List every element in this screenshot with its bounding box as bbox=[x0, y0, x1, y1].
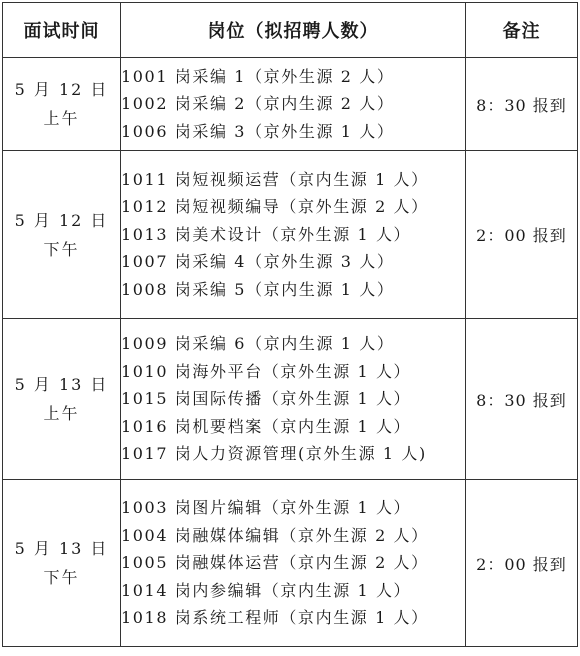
table-header-row bbox=[3, 3, 578, 58]
positions-cell bbox=[121, 319, 466, 480]
interview-time-cell bbox=[3, 480, 121, 647]
position-item: 1003 岗图片编辑（京外生源 1 人） bbox=[121, 498, 412, 518]
position-item: 1010 岗海外平台（京外生源 1 人） bbox=[121, 361, 412, 381]
header-note: 备注 bbox=[466, 3, 578, 58]
position-item: 1018 岗系统工程师（京内生源 1 人） bbox=[121, 608, 429, 628]
header-position: 岗位（拟招聘人数） bbox=[121, 3, 466, 58]
positions-cell bbox=[121, 480, 466, 647]
interview-schedule-table bbox=[2, 2, 578, 647]
position-item: 1017 岗人力资源管理(京外生源 1 人) bbox=[121, 444, 427, 464]
position-item: 1016 岗机要档案（京内生源 1 人） bbox=[121, 416, 412, 436]
interview-date: 5 月 12 日 bbox=[14, 210, 109, 230]
interview-date: 5 月 13 日 bbox=[14, 539, 109, 558]
position-item: 1008 岗采编 5（京内生源 1 人） bbox=[121, 279, 395, 299]
header-interview-time: 面试时间 bbox=[3, 3, 121, 58]
interview-time-cell bbox=[3, 58, 121, 151]
table-row bbox=[3, 480, 578, 647]
position-item: 1004 岗融媒体编辑（京外生源 2 人） bbox=[121, 525, 429, 545]
interview-period: 上午 bbox=[43, 109, 80, 128]
position-item: 1012 岗短视频编导（京外生源 2 人） bbox=[121, 197, 429, 217]
note-cell: 8：30 报到 bbox=[466, 58, 578, 151]
interview-period: 上午 bbox=[43, 404, 80, 423]
position-item: 1011 岗短视频运营（京内生源 1 人） bbox=[121, 169, 429, 189]
position-item: 1014 岗内参编辑（京内生源 1 人） bbox=[121, 580, 412, 600]
position-item: 1015 岗国际传播（京外生源 1 人） bbox=[121, 389, 412, 409]
interview-period: 下午 bbox=[43, 568, 80, 587]
positions-cell bbox=[121, 151, 466, 319]
interview-date: 5 月 13 日 bbox=[14, 375, 109, 394]
interview-time-cell bbox=[3, 151, 121, 319]
table-row bbox=[3, 319, 578, 480]
note-cell: 2：00 报到 bbox=[466, 480, 578, 647]
table-row bbox=[3, 151, 578, 319]
position-item: 1007 岗采编 4（京外生源 3 人） bbox=[121, 252, 395, 272]
position-item: 1001 岗采编 1（京外生源 2 人） bbox=[121, 66, 395, 86]
table-row bbox=[3, 58, 578, 151]
position-item: 1002 岗采编 2（京内生源 2 人） bbox=[121, 94, 395, 114]
interview-date: 5 月 12 日 bbox=[14, 80, 109, 99]
position-item: 1009 岗采编 6（京内生源 1 人） bbox=[121, 334, 395, 354]
position-item: 1013 岗美术设计（京外生源 1 人） bbox=[121, 224, 412, 244]
position-item: 1005 岗融媒体运营（京内生源 2 人） bbox=[121, 553, 429, 573]
position-item: 1006 岗采编 3（京外生源 1 人） bbox=[121, 121, 395, 141]
interview-period: 下午 bbox=[43, 239, 80, 259]
note-cell: 8：30 报到 bbox=[466, 319, 578, 480]
positions-cell bbox=[121, 58, 466, 151]
interview-time-cell bbox=[3, 319, 121, 480]
note-cell: 2：00 报到 bbox=[466, 151, 578, 319]
